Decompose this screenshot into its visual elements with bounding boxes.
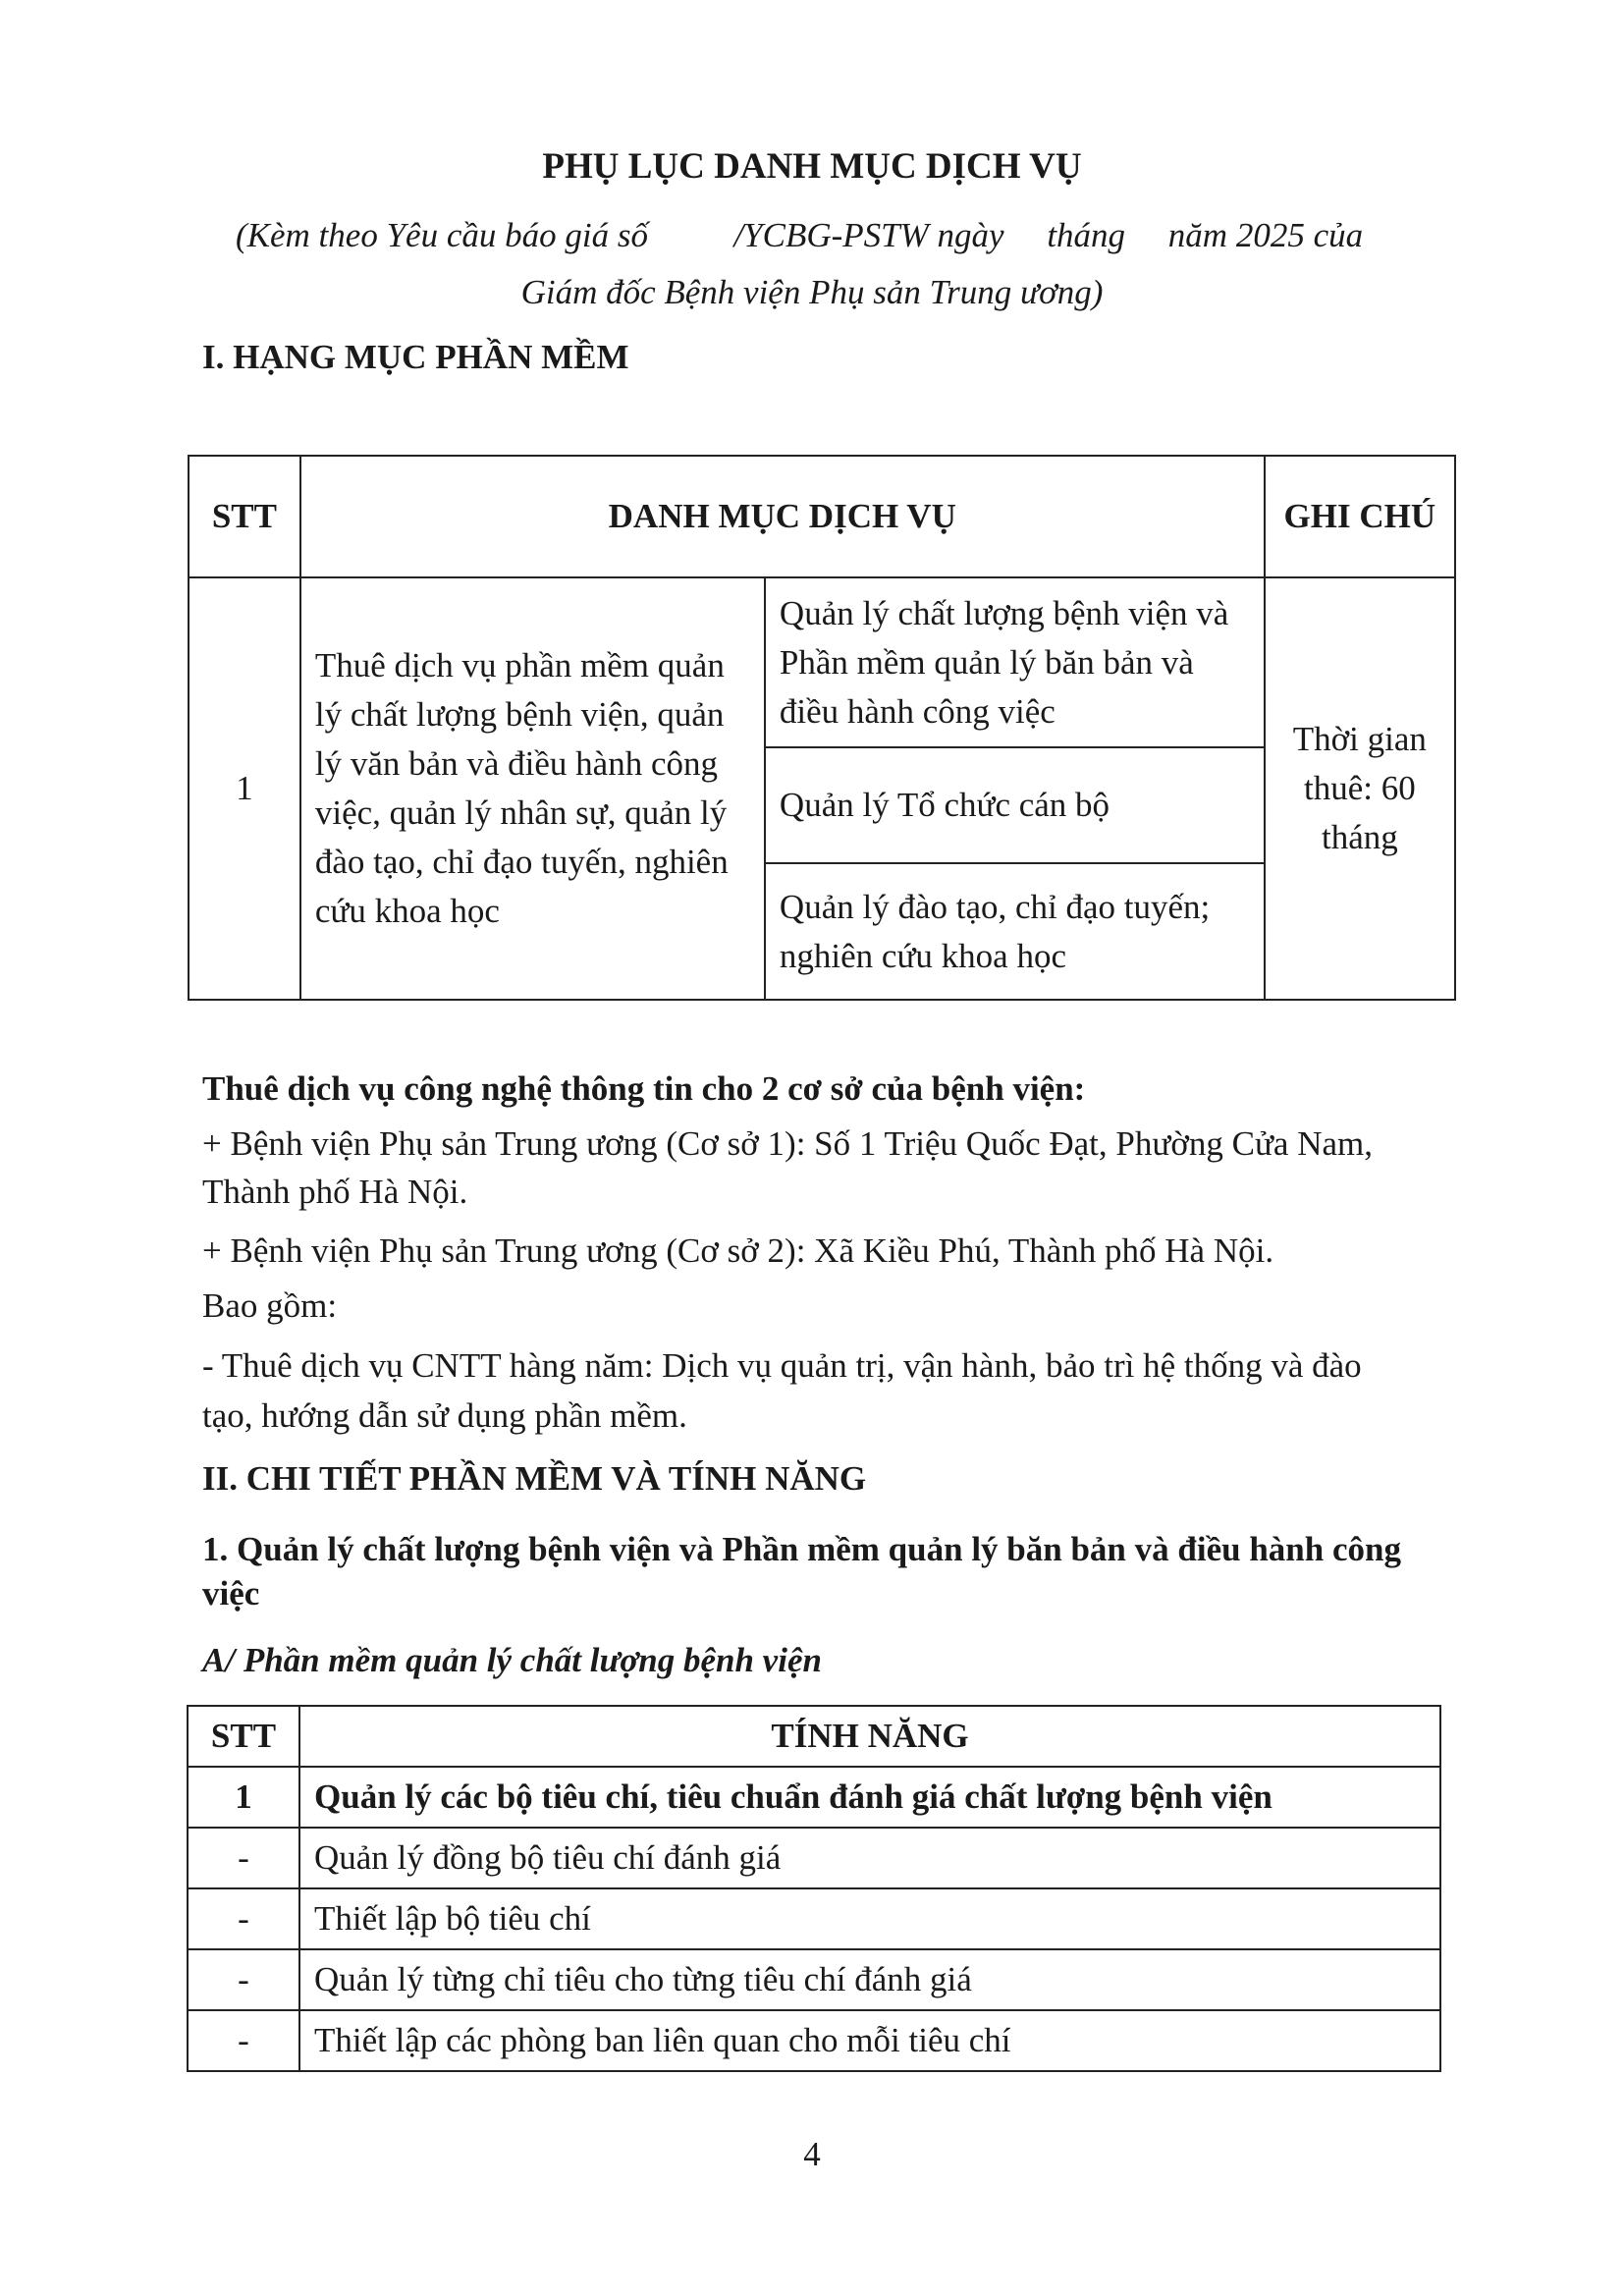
row-note: Thời gian thuê: 60 tháng bbox=[1265, 577, 1455, 1000]
sub-item: Quản lý đào tạo, chỉ đạo tuyến; nghiên cứu khoa học bbox=[765, 863, 1265, 1000]
row-stt: 1 bbox=[188, 1767, 299, 1828]
page-title: PHỤ LỤC DANH MỤC DỊCH VỤ bbox=[542, 146, 1082, 187]
row-stt: - bbox=[188, 1888, 299, 1949]
section-1-heading: I. HẠNG MỤC PHẦN MỀM bbox=[202, 338, 629, 376]
header-feature: TÍNH NĂNG bbox=[299, 1706, 1440, 1767]
paragraph-site1: + Bệnh viện Phụ sản Trung ương (Cơ sở 1): Số 1 Triệu Quốc Đạt, Phường Cửa Nam, bbox=[202, 1124, 1373, 1163]
subtitle-line1: (Kèm theo Yêu cầu báo giá số /YCBG-PSTW ngày tháng năm 2025 của bbox=[236, 216, 1364, 254]
header-note: GHI CHÚ bbox=[1265, 456, 1455, 577]
subsection-a-heading: A/ Phần mềm quản lý chất lượng bệnh viện bbox=[202, 1641, 822, 1679]
row-stt: - bbox=[188, 2010, 299, 2071]
header-service: DANH MỤC DỊCH VỤ bbox=[300, 456, 1265, 577]
section-2-heading: II. CHI TIẾT PHẦN MỀM VÀ TÍNH NĂNG bbox=[202, 1459, 867, 1498]
row-stt: - bbox=[188, 1949, 299, 2010]
paragraph-intro: Thuê dịch vụ công nghệ thông tin cho 2 cơ sở của bệnh viện: bbox=[202, 1069, 1086, 1108]
table-row bbox=[188, 1767, 1440, 1828]
paragraph-it-service: - Thuê dịch vụ CNTT hàng năm: Dịch vụ quản trị, vận hành, bảo trì hệ thống và đào bbox=[202, 1346, 1362, 1385]
page-number: 4 bbox=[803, 2135, 821, 2173]
subsection-1-heading-cont: việc bbox=[202, 1574, 260, 1613]
subtitle-line2: Giám đốc Bệnh viện Phụ sản Trung ương) bbox=[520, 273, 1104, 311]
row-feature: Thiết lập các phòng ban liên quan cho mỗi tiêu chí bbox=[299, 2010, 1440, 2071]
table-row bbox=[188, 2010, 1440, 2071]
sub-item: Quản lý chất lượng bệnh viện và Phần mềm quản lý băn bản và điều hành công việc bbox=[765, 577, 1265, 747]
row-service: Thuê dịch vụ phần mềm quản lý chất lượng bệnh viện, quản lý văn bản và điều hành công việc, quản lý nhân sự, quản lý đào tạo, chỉ đạo tuyến, nghiên cứu khoa học bbox=[300, 577, 765, 1000]
row-stt: - bbox=[188, 1828, 299, 1888]
header-stt: STT bbox=[188, 1706, 299, 1767]
table-row bbox=[188, 1828, 1440, 1888]
table-row bbox=[188, 1949, 1440, 2010]
row-feature: Thiết lập bộ tiêu chí bbox=[299, 1888, 1440, 1949]
row-feature: Quản lý đồng bộ tiêu chí đánh giá bbox=[299, 1828, 1440, 1888]
paragraph-it-service-cont: tạo, hướng dẫn sử dụng phần mềm. bbox=[202, 1396, 687, 1435]
row-feature: Quản lý từng chỉ tiêu cho từng tiêu chí đánh giá bbox=[299, 1949, 1440, 2010]
table-row bbox=[188, 1888, 1440, 1949]
feature-table bbox=[187, 1705, 1441, 2072]
paragraph-site1-cont: Thành phố Hà Nội. bbox=[202, 1173, 468, 1211]
sub-item: Quản lý Tổ chức cán bộ bbox=[765, 747, 1265, 863]
subsection-1-heading: 1. Quản lý chất lượng bệnh viện và Phần mềm quản lý băn bản và điều hành công bbox=[202, 1530, 1401, 1568]
header-stt: STT bbox=[189, 456, 300, 577]
service-table bbox=[188, 455, 1456, 1001]
paragraph-includes: Bao gồm: bbox=[202, 1286, 338, 1325]
row-stt: 1 bbox=[189, 577, 300, 1000]
row-feature: Quản lý các bộ tiêu chí, tiêu chuẩn đánh giá chất lượng bệnh viện bbox=[299, 1767, 1440, 1828]
paragraph-site2: + Bệnh viện Phụ sản Trung ương (Cơ sở 2): Xã Kiều Phú, Thành phố Hà Nội. bbox=[202, 1231, 1274, 1270]
